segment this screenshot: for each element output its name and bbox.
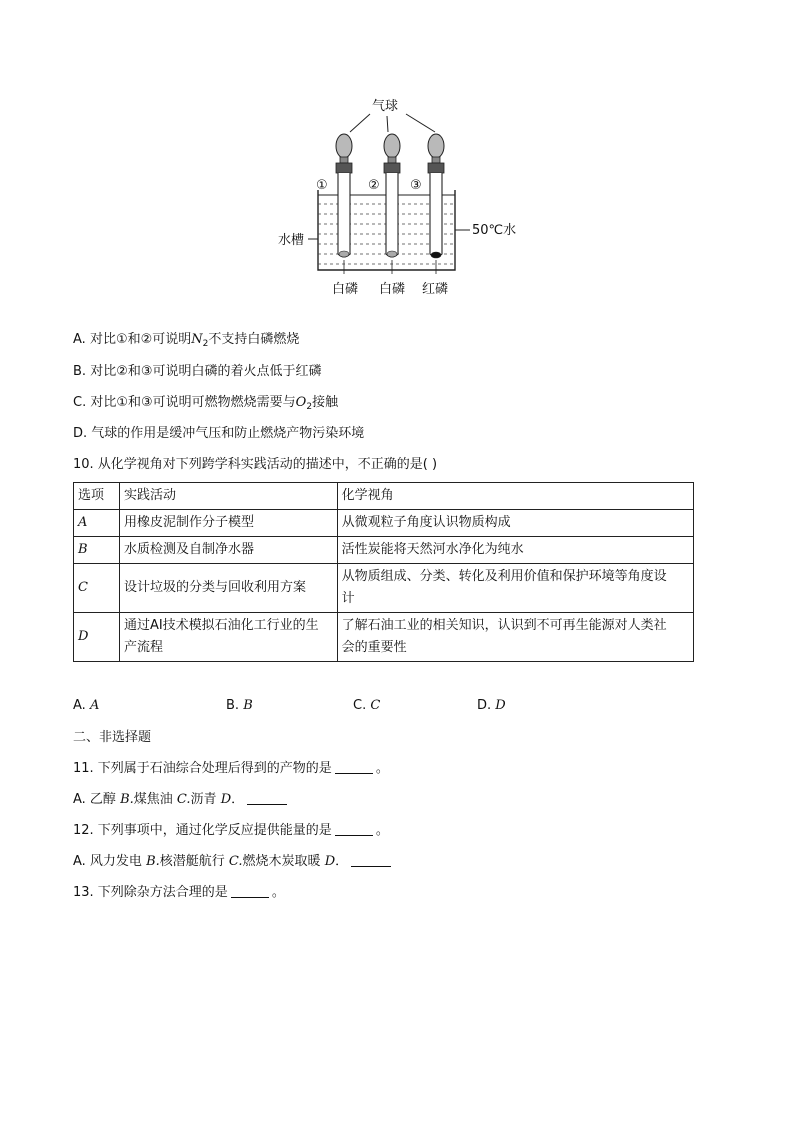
q11-stem: 11. 下列属于石油综合处理后得到的产物的是 。 bbox=[73, 761, 389, 776]
row-view-line: 了解石油工业的相关知识，认识到不可再生能源对人类社 bbox=[341, 618, 667, 633]
q10-answer-a: A. A bbox=[73, 698, 100, 713]
answer-blank[interactable] bbox=[247, 791, 287, 805]
q10-answer-b: B. B bbox=[226, 698, 253, 713]
answer-blank[interactable] bbox=[231, 884, 269, 898]
water-temperature-label: 50℃水 bbox=[472, 223, 517, 238]
q9-option-b: B. 对比②和③可说明白磷的着火点低于红磷 bbox=[73, 364, 322, 379]
header-option: 选项 bbox=[74, 483, 120, 510]
row-view-line: 计 bbox=[341, 591, 355, 606]
table-row bbox=[74, 564, 694, 613]
row-activity: 用橡皮泥制作分子模型 bbox=[119, 510, 337, 537]
q11-options: A. 乙醇 B.煤焦油 C.沥青 D． bbox=[73, 791, 290, 809]
row-view: 活性炭能将天然河水净化为纯水 bbox=[337, 537, 693, 564]
row-option: B bbox=[74, 537, 120, 564]
tube-number-3: ③ bbox=[410, 178, 422, 193]
q10-answer-d: D. D bbox=[477, 698, 506, 713]
row-activity-line: 产流程 bbox=[123, 640, 163, 655]
q9-option-c: C. 对比①和③可说明可燃物燃烧需要与$O_2$接触 bbox=[73, 395, 339, 412]
q10-answer-c: C. C bbox=[353, 698, 381, 713]
experiment-diagram bbox=[270, 92, 530, 302]
section-heading: 二、非选择题 bbox=[73, 730, 152, 745]
row-activity bbox=[119, 613, 337, 662]
table-header-row bbox=[74, 483, 694, 510]
q13-stem: 13. 下列除杂方法合理的是 。 bbox=[73, 885, 285, 900]
header-view: 化学视角 bbox=[337, 483, 693, 510]
row-activity-line: 通过AI技术模拟石油化工行业的生 bbox=[123, 618, 319, 633]
q12-options: A. 风力发电 B.核潜艇航行 C.燃烧木炭取暖 D． bbox=[73, 853, 394, 871]
answer-blank[interactable] bbox=[335, 822, 373, 836]
tube-number-2: ② bbox=[368, 178, 380, 193]
row-view: 从微观粒子角度认识物质构成 bbox=[337, 510, 693, 537]
header-activity: 实践活动 bbox=[119, 483, 337, 510]
balloon-label: 气球 bbox=[372, 99, 399, 114]
row-view-line: 从物质组成、分类、转化及利用价值和保护环境等角度设 bbox=[341, 569, 667, 584]
q12-stem: 12. 下列事项中，通过化学反应提供能量的是 。 bbox=[73, 823, 389, 838]
row-view-line: 会的重要性 bbox=[341, 640, 407, 655]
table-row bbox=[74, 537, 694, 564]
row-view bbox=[337, 564, 693, 613]
test-tube-1 bbox=[336, 134, 352, 257]
row-activity: 设计垃圾的分类与回收利用方案 bbox=[119, 564, 337, 613]
test-tube-2 bbox=[384, 134, 400, 257]
q10-stem: 10. 从化学视角对下列跨学科实践活动的描述中，不正确的是( ) bbox=[73, 457, 438, 472]
tube-label-2: 白磷 bbox=[379, 282, 406, 297]
tube-label-1: 白磷 bbox=[332, 282, 359, 297]
row-option: D bbox=[74, 613, 120, 662]
q9-option-a: A. 对比①和②可说明$N_2$不支持白磷燃烧 bbox=[73, 332, 300, 349]
tube-label-3: 红磷 bbox=[422, 282, 449, 297]
row-option: A bbox=[74, 510, 120, 537]
answer-blank[interactable] bbox=[351, 853, 391, 867]
table-row bbox=[74, 510, 694, 537]
row-option: C bbox=[74, 564, 120, 613]
row-activity: 水质检测及自制净水器 bbox=[119, 537, 337, 564]
test-tube-3 bbox=[428, 134, 444, 258]
tube-number-1: ① bbox=[316, 178, 328, 193]
answer-blank[interactable] bbox=[335, 760, 373, 774]
table-row bbox=[74, 613, 694, 662]
tank-label: 水槽 bbox=[278, 233, 305, 248]
q9-option-d: D. 气球的作用是缓冲气压和防止燃烧产物污染环境 bbox=[73, 426, 365, 441]
q10-table bbox=[73, 482, 694, 662]
row-view bbox=[337, 613, 693, 662]
